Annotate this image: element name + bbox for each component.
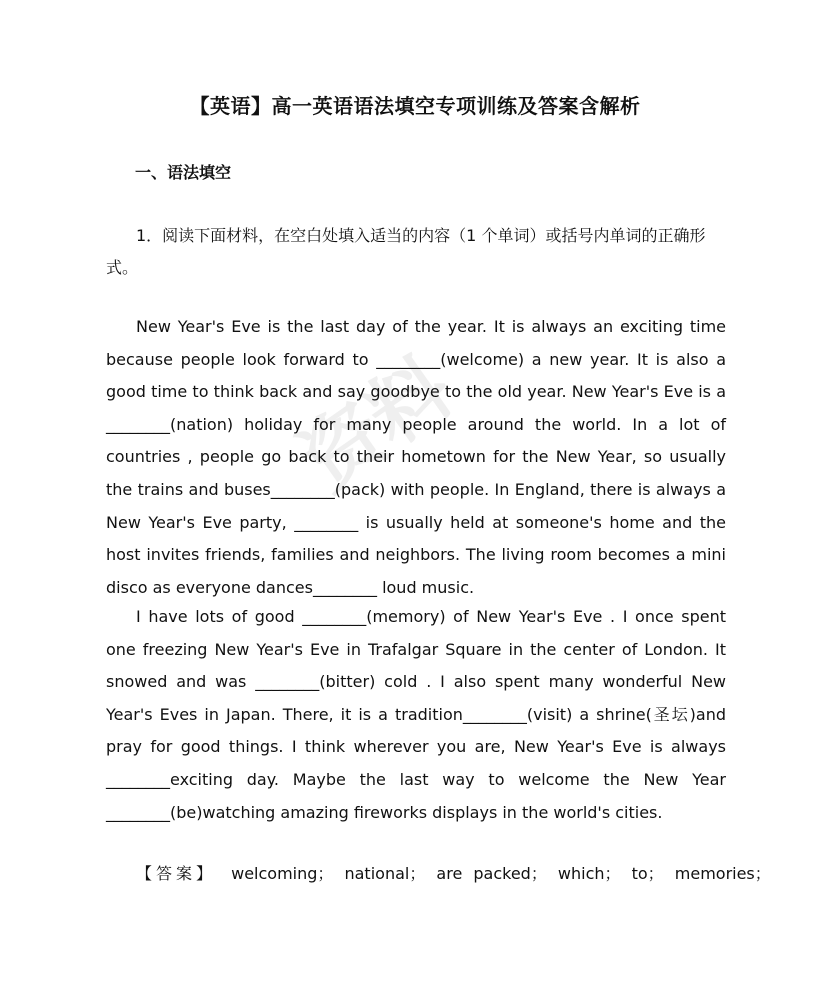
question-instruction: 1．阅读下面材料，在空白处填入适当的内容（1 个单词）或括号内单词的正确形式。 (106, 226, 706, 277)
passage-paragraph-1: New Year's Eve is the last day of the year. It is always an exciting time because people look forward to ________(welcome) a new year. It is also a good time to think back and say goodbye to the old year. New Year's Eve is a ________(nation) holiday for many people around the world. In a lot of countries , people go back to their hometown for the New Year, so usually the trains and buses________(pack) with people. In England, there is always a New Year's Eve party, ________ is usually held at someone's home and the host invites friends, families and neighbors. The living room becomes a mini disco as everyone dances________ loud music. (106, 317, 726, 597)
answer-items: welcoming； national； are packed； which； to； memories； (231, 864, 771, 883)
document-title: 【英语】高一英语语法填空专项训练及答案含解析 (189, 94, 641, 118)
section-heading: 一、语法填空 (135, 163, 232, 182)
answer-line (136, 860, 771, 888)
answer-label: 【答案】 (136, 864, 217, 883)
watermark: 资料 (284, 340, 469, 509)
passage-paragraph-2: I have lots of good ________(memory) of New Year's Eve . I once spent one freezing New Year's Eve in Trafalgar Square in the center of London. It snowed and was ________(bitter) cold . I also spent many wonderful New Year's Eves in Japan. There, it is a tradition________(visit) a shrine(圣坛)and pray for good things. I think wherever you are, New Year's Eve is always ________exciting day. Maybe the last way to welcome the New Year ________(be)watching amazing fireworks displays in the world's cities. (106, 607, 726, 822)
